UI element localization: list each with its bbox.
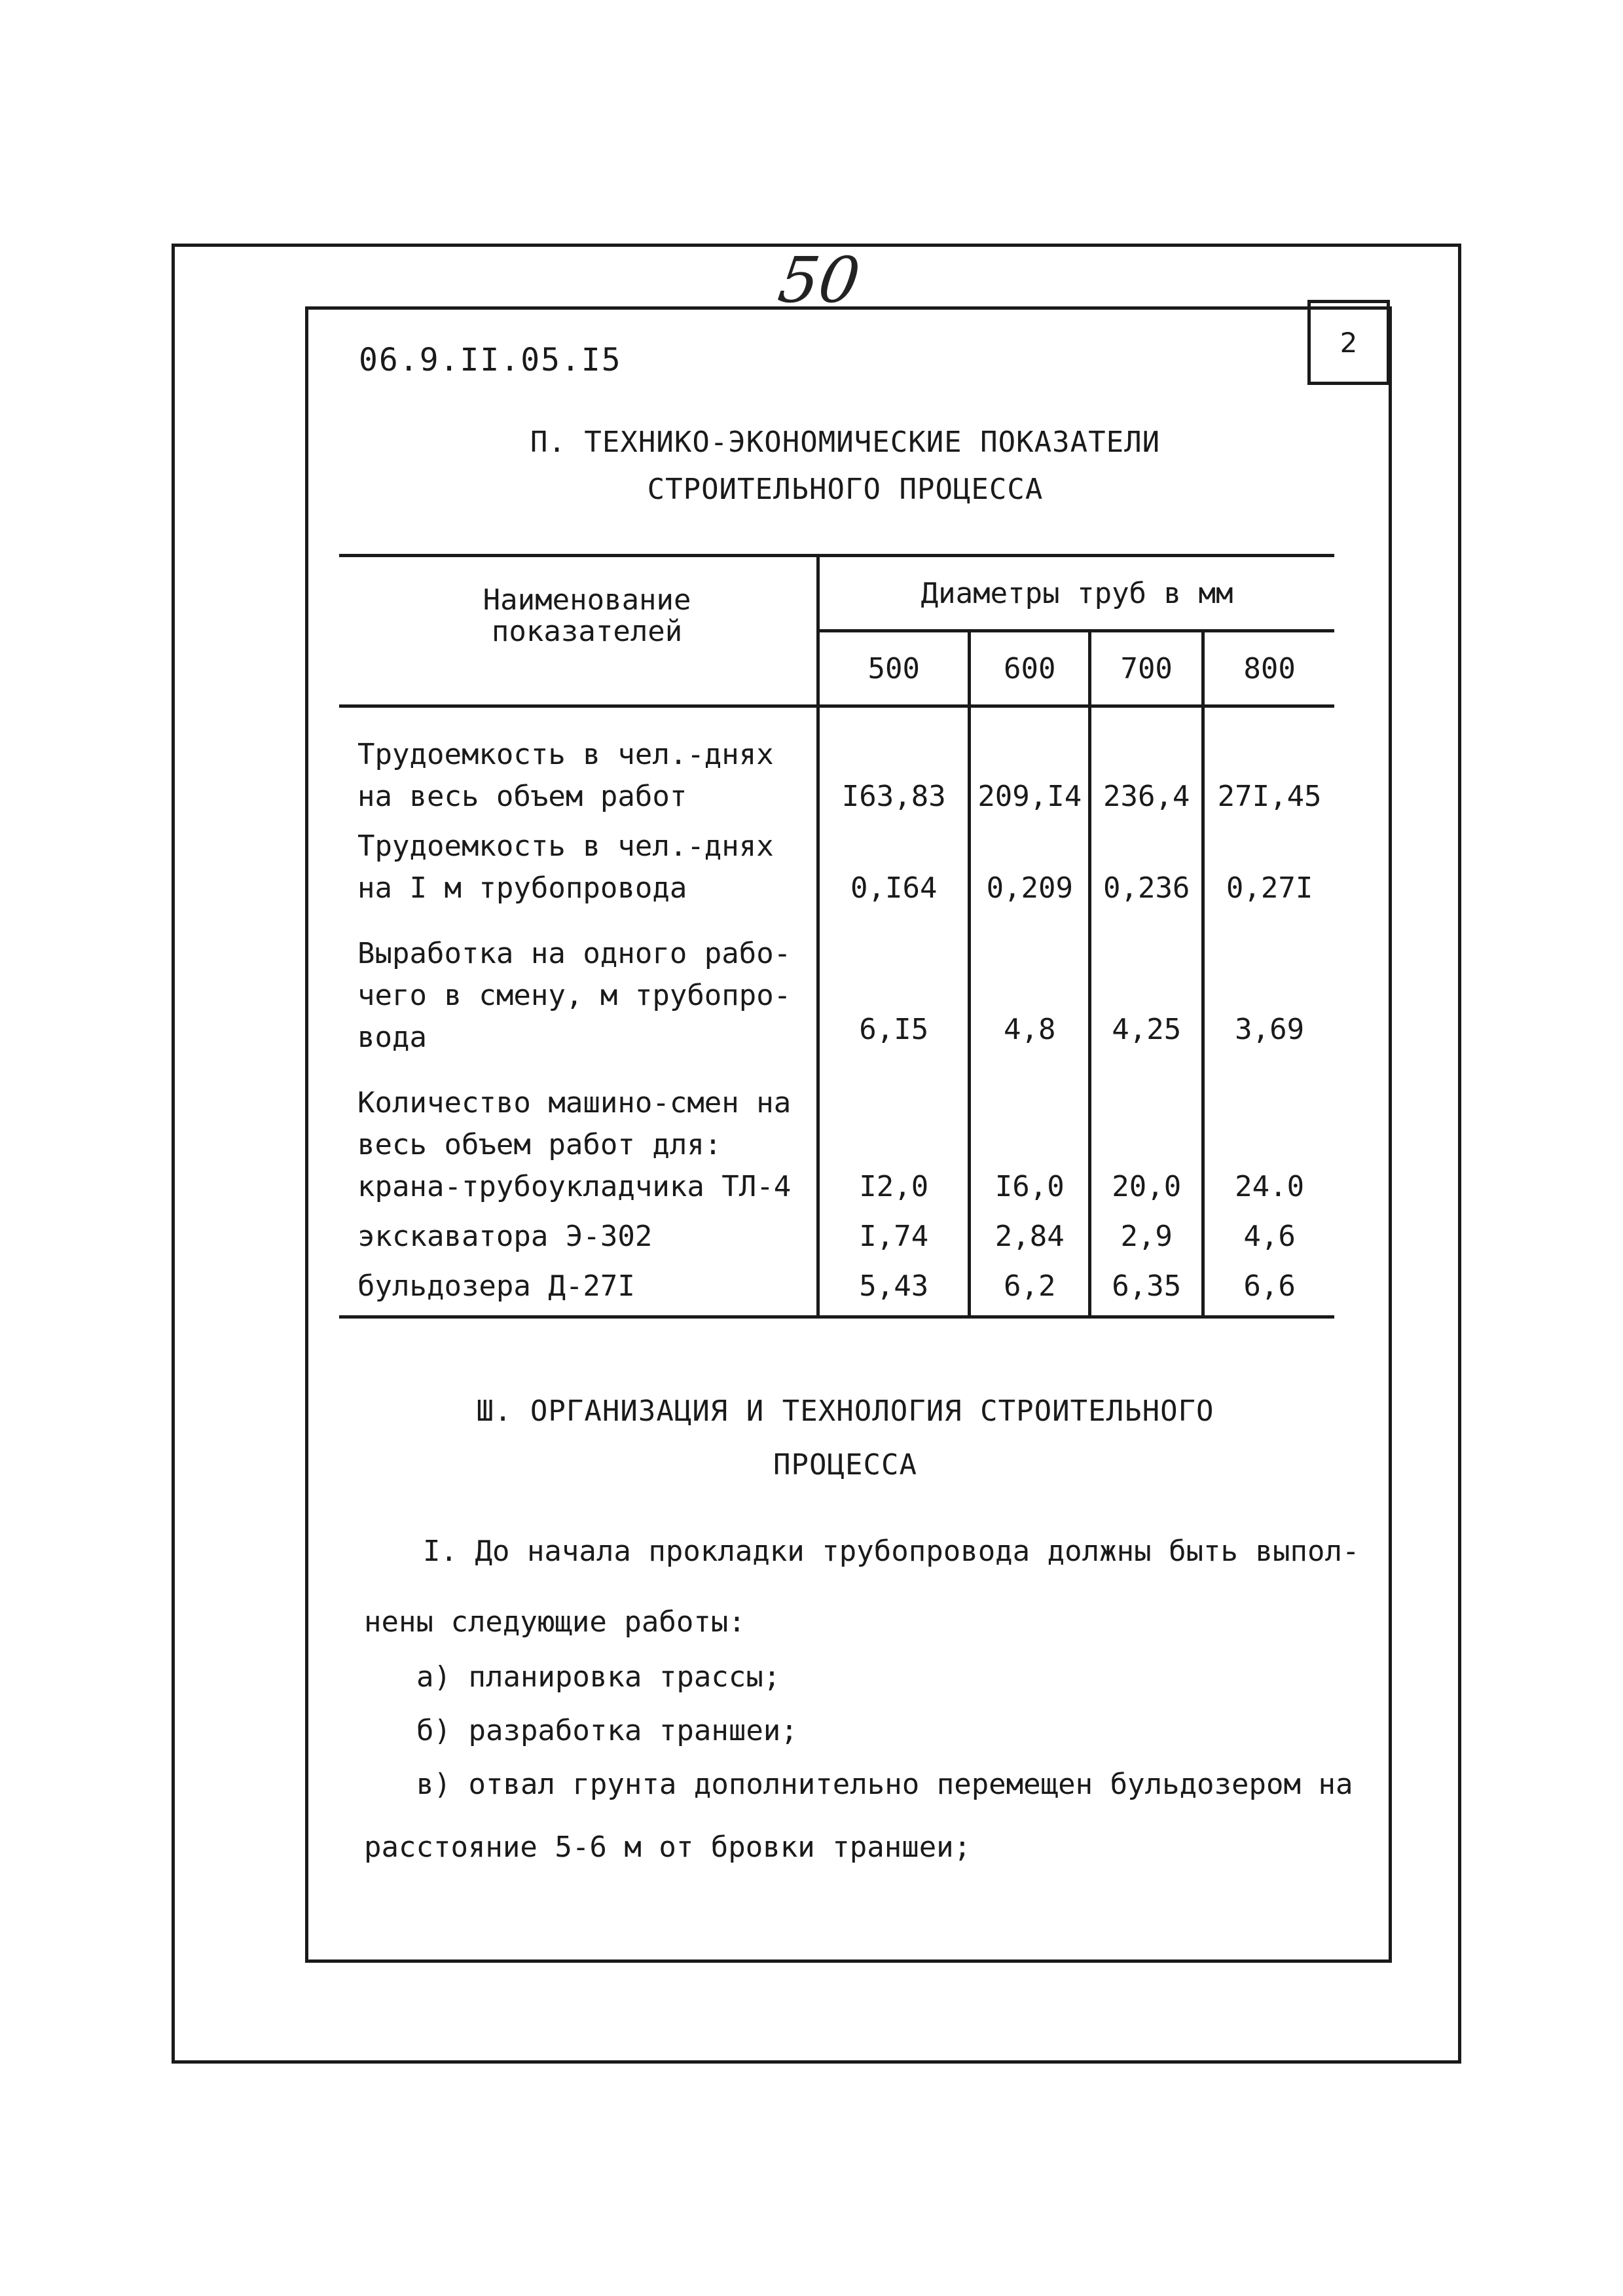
row-name-line: на весь объем работ [357,780,687,813]
value-cell: 0,I64 [818,826,970,917]
header-col-600: 600 [970,631,1090,706]
value-cell: 2,84 [970,1216,1090,1266]
value-cell: 209,I4 [970,706,1090,826]
row-name-line: чего в смену, м трубопро- [357,979,792,1012]
row-name-cell [339,826,818,917]
list-item-c-line2: расстояние 5-6 м от бровки траншеи; [364,1831,972,1864]
value-cell: 4,8 [970,917,1090,1066]
section2-title-line1: П. ТЕХНИКО-ЭКОНОМИЧЕСКИЕ ПОКАЗАТЕЛИ [530,426,1161,459]
row-name-line: крана-трубоукладчика ТЛ-4 [357,1170,792,1203]
value-cell: 2,9 [1090,1216,1203,1266]
row-name-line: экскаватора Э-302 [357,1220,653,1253]
header-col-500: 500 [818,631,970,706]
value-cell: I63,83 [818,706,970,826]
value-cell: I,74 [818,1216,970,1266]
table-row [339,1066,1334,1216]
header-name-line1: Наименование [483,583,691,617]
row-name-line: бульдозера Д-27I [357,1269,635,1303]
row-name-line: Выработка на одного рабо- [357,937,792,970]
value-cell: I6,0 [970,1066,1090,1216]
value-cell: 20,0 [1090,1066,1203,1216]
sheet-number-box [1307,300,1390,385]
value-cell: 0,236 [1090,826,1203,917]
table-row [339,1216,1334,1266]
row-name-line: на I м трубопровода [357,871,687,905]
value-cell: 236,4 [1090,706,1203,826]
value-cell: 3,69 [1203,917,1334,1066]
table-row [339,706,1334,826]
list-item-c-line1: в) отвал грунта дополнительно перемещен бульдозером на [416,1768,1353,1801]
row-name-cell [339,1066,818,1216]
table-row [339,1266,1334,1317]
row-name-line: Трудоемкость в чел.-днях [357,829,774,863]
row-name-cell [339,1216,818,1266]
list-item-b: б) разработка траншеи; [416,1714,798,1747]
value-cell: 6,I5 [818,917,970,1066]
value-cell: 5,43 [818,1266,970,1317]
table-row [339,917,1334,1066]
value-cell: 27I,45 [1203,706,1334,826]
value-cell: I2,0 [818,1066,970,1216]
header-col-800: 800 [1203,631,1334,706]
header-col-700: 700 [1090,631,1203,706]
row-name-line: Трудоемкость в чел.-днях [357,738,774,771]
value-cell: 6,35 [1090,1266,1203,1317]
row-name-line: Количество машино-смен на [357,1086,792,1120]
row-name-cell [339,917,818,1066]
value-cell: 24.0 [1203,1066,1334,1216]
row-name-cell [339,1266,818,1317]
row-name-line: вода [357,1021,427,1054]
value-cell: 0,209 [970,826,1090,917]
list-item-a: а) планировка трассы; [416,1660,781,1694]
header-diameters: Диаметры труб в мм [818,556,1334,631]
value-cell: 4,6 [1203,1216,1334,1266]
sheet-number: 2 [1340,326,1358,359]
value-cell: 6,2 [970,1266,1090,1317]
handwritten-page-number: 50 [774,244,865,317]
document-code: 06.9.II.05.I5 [359,342,622,378]
section2-title-line2: СТРОИТЕЛЬНОГО ПРОЦЕССА [647,473,1044,506]
value-cell: 6,6 [1203,1266,1334,1317]
row-name-line: весь объем работ для: [357,1128,722,1161]
indicators-table [339,554,1334,1319]
section3-title-line1: Ш. ОРГАНИЗАЦИЯ И ТЕХНОЛОГИЯ СТРОИТЕЛЬНОГО [476,1394,1214,1428]
section3-title-line2: ПРОЦЕССА [773,1448,917,1482]
value-cell: 0,27I [1203,826,1334,917]
table-row [339,826,1334,917]
header-name-line2: показателей [491,615,683,648]
row-name-cell [339,706,818,826]
paragraph-line: нены следующие работы: [364,1605,746,1639]
value-cell: 4,25 [1090,917,1203,1066]
header-name-cell [339,556,818,706]
paragraph-line: I. До начала прокладки трубопровода должны быть выпол- [423,1535,1360,1568]
